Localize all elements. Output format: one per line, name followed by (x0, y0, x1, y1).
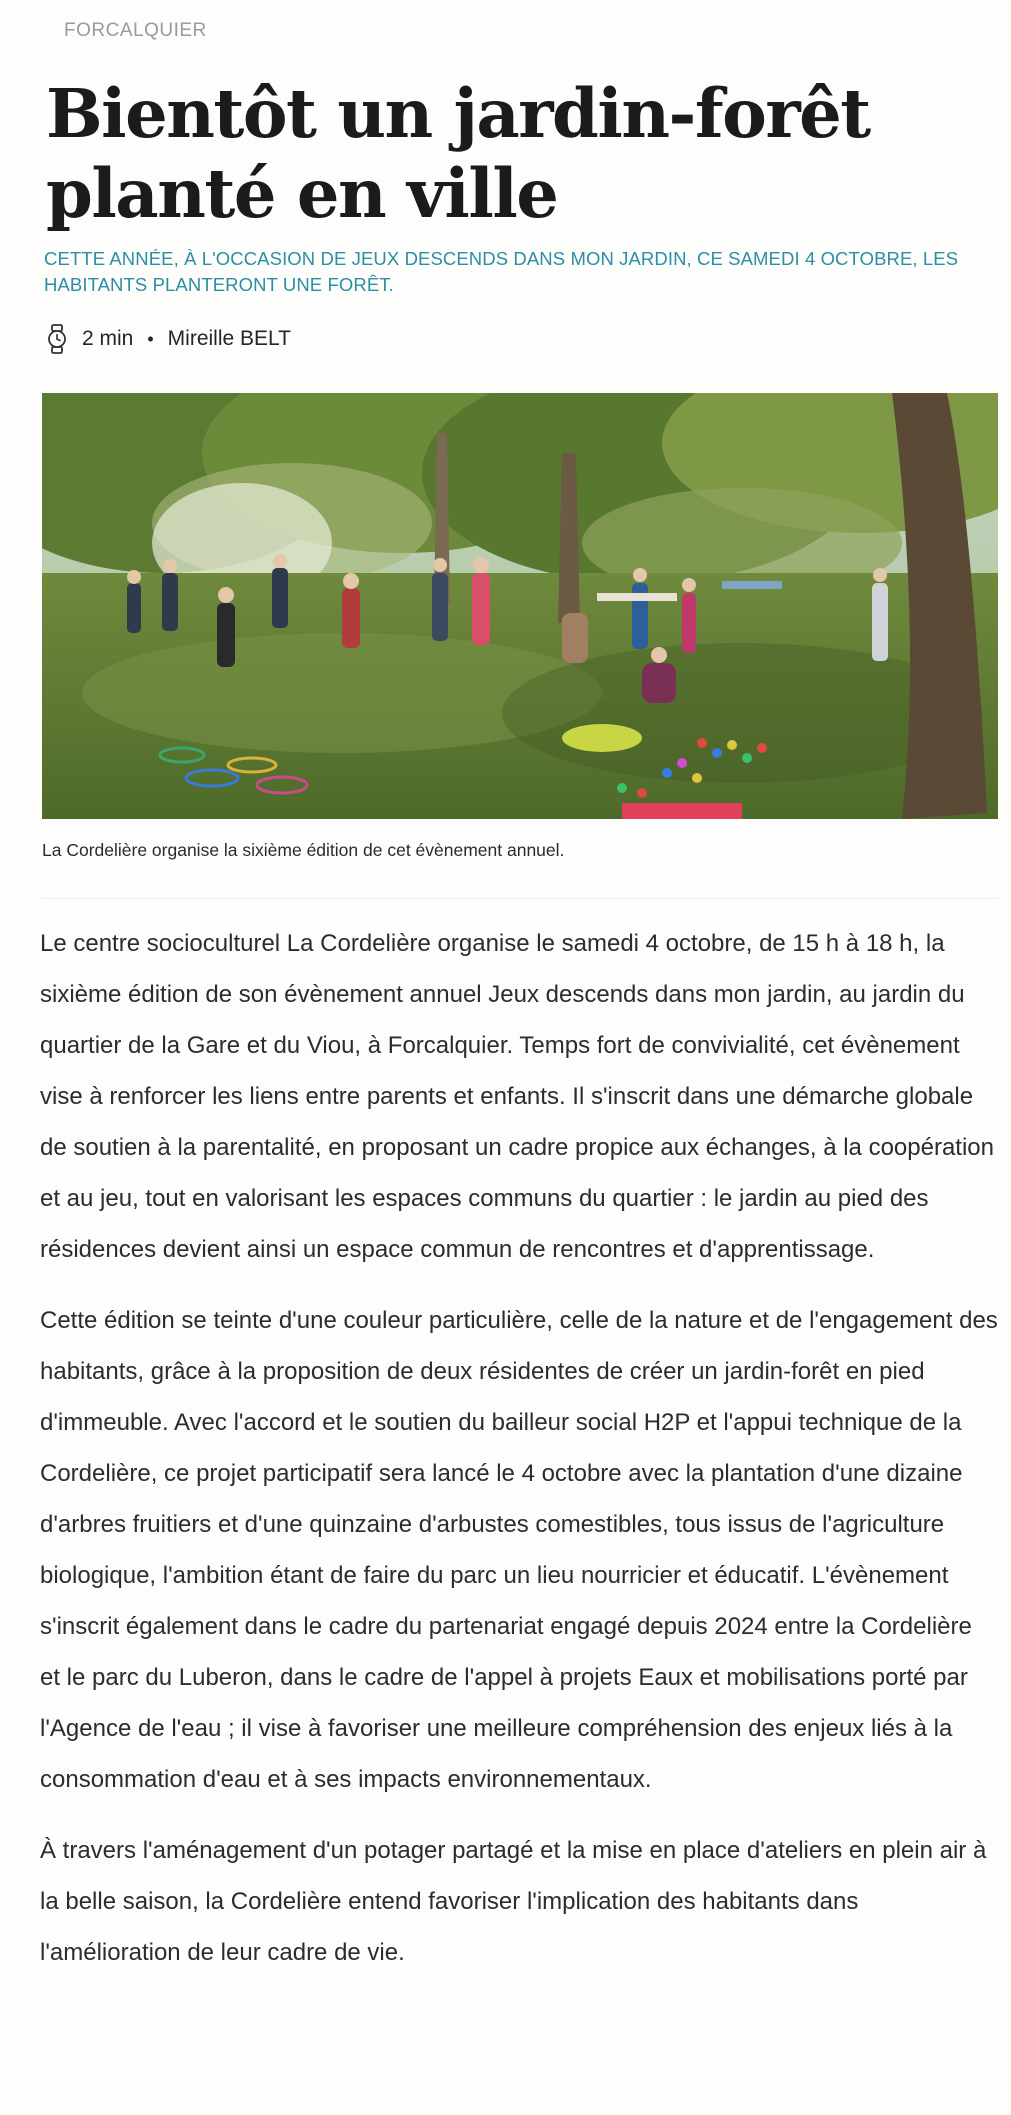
caption-divider (42, 898, 998, 899)
reading-time: 2 min (82, 327, 134, 350)
article-body (40, 918, 998, 1998)
paragraph-2: Cette édition se teinte d'une couleur particulière, celle de la nature et de l'engagement des habitants, grâce à la proposition de deux résidentes de créer un jardin-forêt en pied d'immeuble. Avec l'accord et le soutien du bailleur social H2P et l'appui technique de la Cordelière, ce projet participatif sera lancé le 4 octobre avec la plantation d'une dizaine d'arbres fruitiers et d'une quinzaine d'arbustes comestibles, tous issus de l'agriculture biologique, l'ambition étant de faire du parc un lieu nourricier et éducatif. L'évènement s'inscrit également dans le cadre du partenariat engagé depuis 2024 entre la Cordelière et le parc du Luberon, dans le cadre de l'appel à projets Eaux et mobilisations porté par l'Agence de l'eau ; il vise à favoriser une meilleure compréhension des enjeux liés à la consommation d'eau et à ses impacts environnementaux. (40, 1307, 998, 1793)
watch-icon (46, 324, 68, 354)
article-title: Bientôt un jardin-forêt planté en ville (46, 74, 870, 233)
article-meta (46, 322, 291, 356)
author-name: Mireille BELT (167, 327, 291, 350)
article-rubric: FORCALQUIER (64, 20, 207, 41)
paragraph-3: À travers l'aménagement d'un potager partagé et la mise en place d'ateliers en plein air à la belle saison, la Cordelière entend favoriser l'implication des habitants dans l'amélioration de leur cadre de vie. (40, 1837, 987, 1966)
photo-park-event (42, 393, 998, 819)
photo-caption: La Cordelière organise la sixième édition de cet évènement annuel. (42, 840, 565, 860)
paragraph-1: Le centre socioculturel La Cordelière organise le samedi 4 octobre, de 15 h à 18 h, la sixième édition de son évènement annuel Jeux descends dans mon jardin, au jardin du quartier de la Gare et du Viou, à Forcalquier. Temps fort de convivialité, cet évènement vise à renforcer les liens entre parents et enfants. Il s'inscrit dans une démarche globale de soutien à la parentalité, en proposant un cadre propice aux échanges, à la coopération et au jeu, tout en valorisant les espaces communs du quartier : le jardin au pied des résidences devient ainsi un espace commun de rencontres et d'apprentissage. (40, 930, 994, 1263)
article-photo (42, 393, 998, 819)
meta-separator: • (147, 328, 154, 349)
article-chapo: CETTE ANNÉE, À L'OCCASION DE JEUX DESCENDS DANS MON JARDIN, CE SAMEDI 4 OCTOBRE, LES HABITANTS PLANTERONT UNE FORÊT. (44, 248, 959, 295)
